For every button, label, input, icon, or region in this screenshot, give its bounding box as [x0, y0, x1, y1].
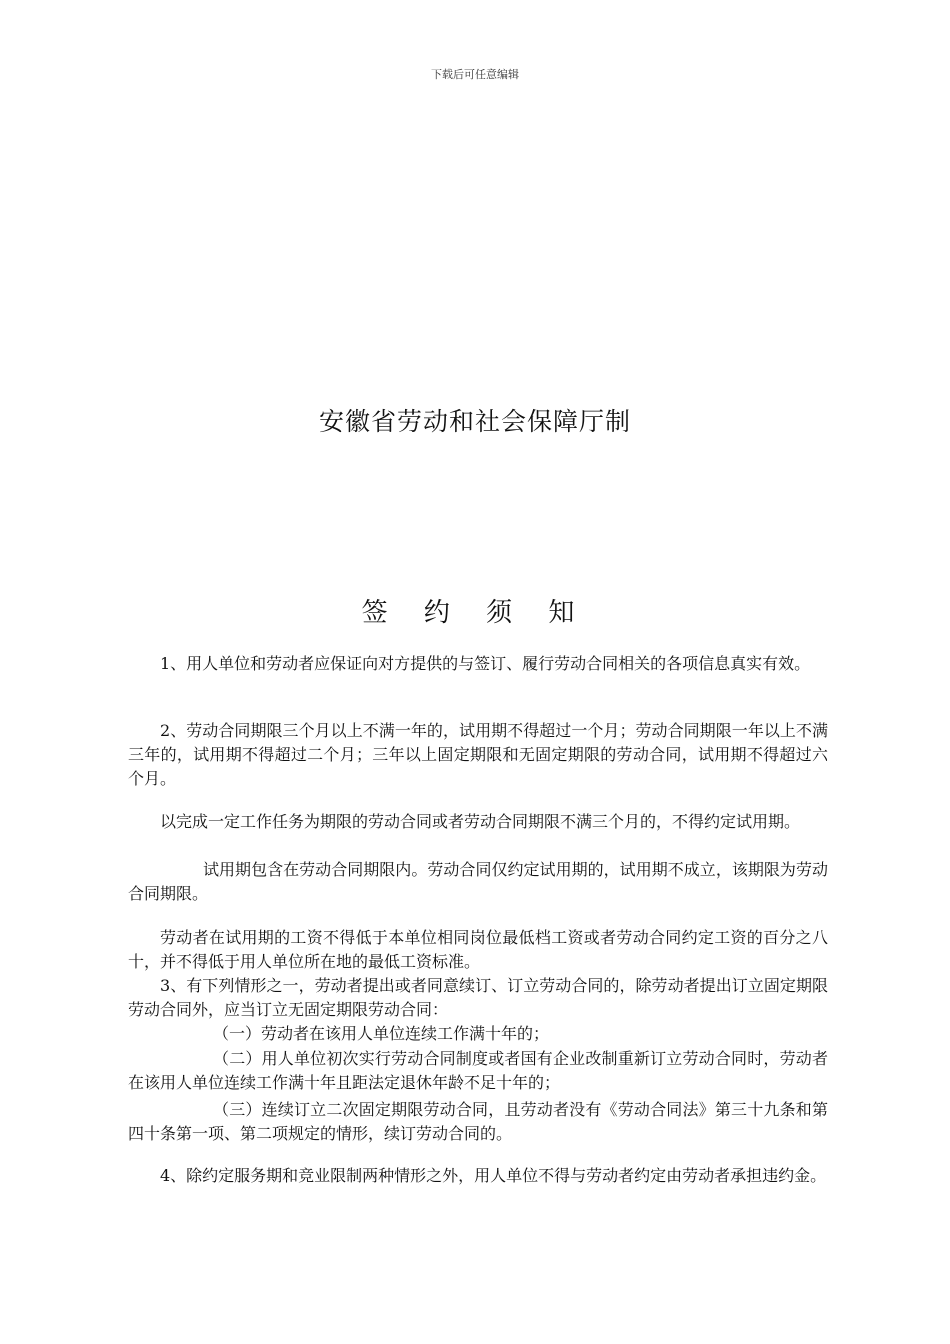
paragraph-3: 3、有下列情形之一，劳动者提出或者同意续订、订立劳动合同的，除劳动者提出订立固定期限劳动合同外，应当订立无固定期限劳动合同：	[128, 976, 828, 1019]
paragraph-probation-wage: 劳动者在试用期的工资不得低于本单位相同岗位最低档工资或者劳动合同约定工资的百分之八十，并不得低于用人单位所在地的最低工资标准。	[128, 928, 828, 971]
paragraph-3-item-2: （二）用人单位初次实行劳动合同制度或者国有企业改制重新订立劳动合同时，劳动者在该用人单位连续工作满十年且距法定退休年龄不足十年的；	[128, 1049, 828, 1092]
header-note: 下载后可任意编辑	[431, 68, 519, 81]
paragraph-4: 4、除约定服务期和竞业限制两种情形之外，用人单位不得与劳动者约定由劳动者承担违约金。	[160, 1166, 827, 1185]
paragraph-1: 1、用人单位和劳动者应保证向对方提供的与签订、履行劳动合同相关的各项信息真实有效。	[160, 654, 811, 673]
paragraph-3-item-1: （一）劳动者在该用人单位连续工作满十年的；	[213, 1024, 550, 1043]
issuer-title: 安徽省劳动和社会保障厅制	[318, 407, 631, 436]
paragraph-2: 2、劳动合同期限三个月以上不满一年的，试用期不得超过一个月；劳动合同期限一年以上不满三年的，试用期不得超过二个月；三年以上固定期限和无固定期限的劳动合同，试用期不得超过六个月。	[128, 721, 828, 788]
paragraph-probation-task: 以完成一定工作任务为期限的劳动合同或者劳动合同期限不满三个月的，不得约定试用期。	[160, 812, 801, 831]
paragraph-probation-included: 试用期包含在劳动合同期限内。劳动合同仅约定试用期的，试用期不成立，该期限为劳动合同期限。	[128, 860, 828, 903]
notice-title: 签 约 须 知	[361, 598, 589, 628]
paragraph-3-item-3: （三）连续订立二次固定期限劳动合同，且劳动者没有《劳动合同法》第三十九条和第四十条第一项、第二项规定的情形，续订劳动合同的。	[128, 1100, 828, 1143]
